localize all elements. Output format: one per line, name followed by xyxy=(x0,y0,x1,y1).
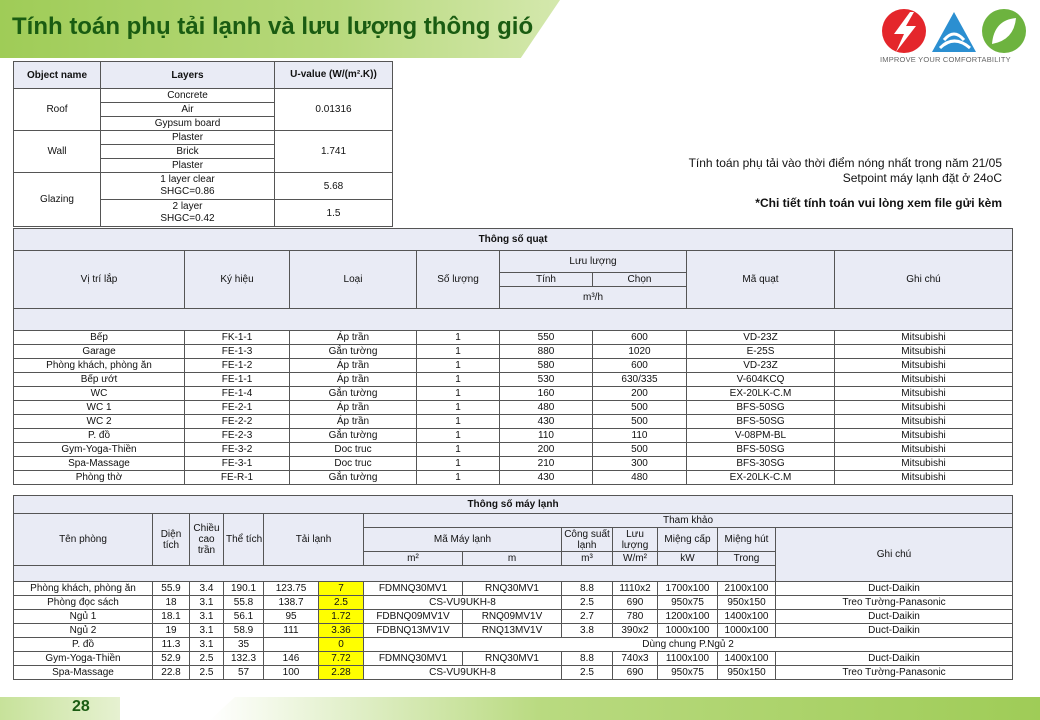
wall-name: Wall xyxy=(14,131,101,173)
fan-header-location: Vị trí lắp xyxy=(14,251,185,309)
fan-model: V-604KCQ xyxy=(687,373,835,387)
ac-flow: 690 xyxy=(613,666,658,680)
fan-model: BFS-30SG xyxy=(687,457,835,471)
ac-flow: 1110x2 xyxy=(613,582,658,596)
ac-power: 2.5 xyxy=(562,596,613,610)
ac-volume: 35 xyxy=(224,638,264,652)
fan-header-model: Mã quạt xyxy=(687,251,835,309)
ac-indoor-model: FDBNQ09MV1V xyxy=(364,610,463,624)
fan-symbol: FK-1-1 xyxy=(185,331,290,345)
fan-type: Doc truc xyxy=(290,457,417,471)
ac-load-kw: 0 xyxy=(319,638,364,652)
fan-flow-calc: 580 xyxy=(500,359,593,373)
fan-note: Mitsubishi xyxy=(835,415,1013,429)
table-row xyxy=(14,401,1013,415)
fan-model: EX-20LK-C.M xyxy=(687,471,835,485)
ac-unit-volume: m³ xyxy=(562,552,613,566)
fan-location: P. đồ xyxy=(14,429,185,443)
fan-table-title: Thông số quạt xyxy=(14,229,1013,251)
ac-note: Duct-Daikin xyxy=(776,652,1013,666)
fan-flow-calc: 210 xyxy=(500,457,593,471)
ac-volume: 57 xyxy=(224,666,264,680)
table-row xyxy=(14,331,1013,345)
fan-qty: 1 xyxy=(417,387,500,401)
fan-location: Bếp ướt xyxy=(14,373,185,387)
ac-load-kw: 3.36 xyxy=(319,624,364,638)
roof-layer: Gypsum board xyxy=(101,117,275,131)
ac-supply: 1100x100 xyxy=(658,652,718,666)
fan-symbol: FE-1-1 xyxy=(185,373,290,387)
ac-height: 3.1 xyxy=(190,610,224,624)
fan-location: WC 1 xyxy=(14,401,185,415)
fan-type: Gắn tường xyxy=(290,471,417,485)
ac-supply: 1200x100 xyxy=(658,610,718,624)
fan-type: Gắn tường xyxy=(290,387,417,401)
fan-symbol: FE-2-1 xyxy=(185,401,290,415)
fan-flow-calc: 530 xyxy=(500,373,593,387)
notes xyxy=(600,156,1002,211)
ac-return: 2100x100 xyxy=(718,582,776,596)
fan-location: Garage xyxy=(14,345,185,359)
roof-layer: Air xyxy=(101,103,275,117)
ac-room: Phòng đọc sách xyxy=(14,596,153,610)
ac-note: Duct-Daikin xyxy=(776,582,1013,596)
ac-room: Phòng khách, phòng ăn xyxy=(14,582,153,596)
table-row xyxy=(14,373,1013,387)
ac-return: 950x150 xyxy=(718,596,776,610)
roof-u-value: 0.01316 xyxy=(275,89,393,131)
fan-note: Mitsubishi xyxy=(835,457,1013,471)
ac-load-wm2: 123.75 xyxy=(264,582,319,596)
ac-header-room: Tên phòng xyxy=(14,514,153,566)
glazing-layer-2 xyxy=(101,200,275,227)
fan-model: BFS-50SG xyxy=(687,443,835,457)
fan-symbol: FE-2-2 xyxy=(185,415,290,429)
glazing-1-shgc: SHGC=0.86 xyxy=(160,186,215,197)
fan-flow-calc: 160 xyxy=(500,387,593,401)
header-u-value: U-value (W/(m².K)) xyxy=(275,62,393,89)
fan-note: Mitsubishi xyxy=(835,359,1013,373)
ac-table-title: Thông số máy lạnh xyxy=(14,496,1013,514)
ac-header-return: Miệng hút xyxy=(718,528,776,552)
fan-location: Gym-Yoga-Thiền xyxy=(14,443,185,457)
fan-header-note: Ghi chú xyxy=(835,251,1013,309)
glazing-1-desc: 1 layer clear xyxy=(160,174,215,185)
glazing-1-u-value: 5.68 xyxy=(275,173,393,200)
note-setpoint: Setpoint máy lạnh đặt ở 24oC xyxy=(842,171,1002,185)
ac-area: 18 xyxy=(153,596,190,610)
fan-model: BFS-50SG xyxy=(687,415,835,429)
table-row xyxy=(14,471,1013,485)
ac-note: Duct-Daikin xyxy=(776,610,1013,624)
fan-flow-calc: 430 xyxy=(500,471,593,485)
fan-header-unit: m³/h xyxy=(500,287,687,309)
fan-flow-chosen: 300 xyxy=(593,457,687,471)
fan-symbol: FE-R-1 xyxy=(185,471,290,485)
fan-type: Doc truc xyxy=(290,443,417,457)
table-row xyxy=(14,666,1013,680)
fan-note: Mitsubishi xyxy=(835,471,1013,485)
fan-qty: 1 xyxy=(417,471,500,485)
fan-qty: 1 xyxy=(417,415,500,429)
table-row xyxy=(14,652,1013,666)
fan-header-flow: Lưu lượng xyxy=(500,251,687,273)
ac-load-wm2: 146 xyxy=(264,652,319,666)
fan-model: V-08PM-BL xyxy=(687,429,835,443)
fan-location: WC xyxy=(14,387,185,401)
ac-supply: 1700x100 xyxy=(658,582,718,596)
ac-table xyxy=(13,495,1013,680)
fan-flow-calc: 880 xyxy=(500,345,593,359)
ac-power: 2.7 xyxy=(562,610,613,624)
ac-load-kw: 1.72 xyxy=(319,610,364,624)
table-row xyxy=(14,596,1013,610)
ac-room: P. đồ xyxy=(14,638,153,652)
fan-flow-chosen: 1020 xyxy=(593,345,687,359)
ac-header-power: Công suất lạnh xyxy=(562,528,613,552)
glazing-2-shgc: SHGC=0.42 xyxy=(160,213,215,224)
ac-area: 11.3 xyxy=(153,638,190,652)
ac-load-wm2: 100 xyxy=(264,666,319,680)
ac-supply: 950x75 xyxy=(658,596,718,610)
fan-note: Mitsubishi xyxy=(835,443,1013,457)
ac-supply: 950x75 xyxy=(658,666,718,680)
ac-volume: 132.3 xyxy=(224,652,264,666)
ac-return: 950x150 xyxy=(718,666,776,680)
footer-band xyxy=(0,697,1040,720)
ac-supply: 1000x100 xyxy=(658,624,718,638)
glazing-2-desc: 2 layer xyxy=(172,201,203,212)
ac-power: 8.8 xyxy=(562,582,613,596)
fan-flow-chosen: 480 xyxy=(593,471,687,485)
fan-location: Spa-Massage xyxy=(14,457,185,471)
roof-layer: Concrete xyxy=(101,89,275,103)
fan-model: E-25S xyxy=(687,345,835,359)
fan-symbol: FE-1-3 xyxy=(185,345,290,359)
ac-flow: 390x2 xyxy=(613,624,658,638)
fan-type: Áp trần xyxy=(290,373,417,387)
fan-note: Mitsubishi xyxy=(835,387,1013,401)
ac-header-load: Tải lạnh xyxy=(264,514,364,566)
ac-area: 18.1 xyxy=(153,610,190,624)
fan-qty: 1 xyxy=(417,457,500,471)
page-title: Tính toán phụ tải lạnh và lưu lượng thông gió xyxy=(12,13,534,40)
ac-indoor-model: FDBNQ13MV1V xyxy=(364,624,463,638)
fan-flow-chosen: 500 xyxy=(593,401,687,415)
fan-flow-calc: 550 xyxy=(500,331,593,345)
fan-spacer-row xyxy=(14,309,1013,331)
ac-header-reference: Tham khảo xyxy=(364,514,1013,528)
fan-note: Mitsubishi xyxy=(835,401,1013,415)
ac-load-kw: 7 xyxy=(319,582,364,596)
fan-table xyxy=(13,228,1013,485)
wall-layer: Plaster xyxy=(101,131,275,145)
fan-model: VD-23Z xyxy=(687,331,835,345)
glazing-2-u-value: 1.5 xyxy=(275,200,393,227)
ac-note: Duct-Daikin xyxy=(776,624,1013,638)
ac-load-kw: 2.5 xyxy=(319,596,364,610)
ac-height: 3.1 xyxy=(190,638,224,652)
ac-spacer-row xyxy=(14,566,1013,582)
ac-load-wm2: 138.7 xyxy=(264,596,319,610)
ac-unit-indoor: Trong xyxy=(718,552,776,566)
ac-note: Treo Tường-Panasonic xyxy=(776,666,1013,680)
fan-header-qty: Số lượng xyxy=(417,251,500,309)
fan-type: Áp trần xyxy=(290,415,417,429)
fan-flow-chosen: 200 xyxy=(593,387,687,401)
fan-note: Mitsubishi xyxy=(835,331,1013,345)
ac-volume: 56.1 xyxy=(224,610,264,624)
fan-symbol: FE-2-3 xyxy=(185,429,290,443)
fan-note: Mitsubishi xyxy=(835,429,1013,443)
table-row xyxy=(14,457,1013,471)
fan-model: EX-20LK-C.M xyxy=(687,387,835,401)
ac-power: 8.8 xyxy=(562,652,613,666)
fan-type: Gắn tường xyxy=(290,429,417,443)
table-row xyxy=(14,638,1013,652)
ac-height: 2.5 xyxy=(190,652,224,666)
fan-flow-chosen: 110 xyxy=(593,429,687,443)
ac-volume: 190.1 xyxy=(224,582,264,596)
fan-type: Áp trần xyxy=(290,401,417,415)
fan-qty: 1 xyxy=(417,429,500,443)
fan-type: Gắn tường xyxy=(290,345,417,359)
ac-power: 3.8 xyxy=(562,624,613,638)
ac-room: Gym-Yoga-Thiền xyxy=(14,652,153,666)
fan-flow-chosen: 630/335 xyxy=(593,373,687,387)
table-row xyxy=(14,415,1013,429)
fan-flow-calc: 110 xyxy=(500,429,593,443)
fan-symbol: FE-1-4 xyxy=(185,387,290,401)
ac-flow: 690 xyxy=(613,596,658,610)
fan-rows xyxy=(14,331,1013,485)
logo-tagline: IMPROVE YOUR COMFORTABILITY xyxy=(880,55,1011,64)
page-number: 28 xyxy=(72,698,90,715)
ac-unit-area: m² xyxy=(364,552,463,566)
ac-unit-load-kw: kW xyxy=(658,552,718,566)
fan-flow-chosen: 600 xyxy=(593,331,687,345)
fan-flow-chosen: 500 xyxy=(593,415,687,429)
ac-header-model: Mã Máy lạnh xyxy=(364,528,562,552)
ac-room: Ngủ 2 xyxy=(14,624,153,638)
table-row xyxy=(14,387,1013,401)
ac-header-height: Chiều cao trần xyxy=(190,514,224,566)
ac-shared-note: Dùng chung P.Ngủ 2 xyxy=(364,638,1013,652)
fan-location: Phòng thờ xyxy=(14,471,185,485)
fan-note: Mitsubishi xyxy=(835,373,1013,387)
table-row xyxy=(14,359,1013,373)
fan-symbol: FE-1-2 xyxy=(185,359,290,373)
fan-location: Phòng khách, phòng ăn xyxy=(14,359,185,373)
glazing-layer-1 xyxy=(101,173,275,200)
fan-header-symbol: Ký hiệu xyxy=(185,251,290,309)
table-row xyxy=(14,443,1013,457)
ac-room: Ngủ 1 xyxy=(14,610,153,624)
ac-flow: 740x3 xyxy=(613,652,658,666)
ac-model: CS-VU9UKH-8 xyxy=(364,666,562,680)
ac-load-kw: 7.72 xyxy=(319,652,364,666)
fan-flow-chosen: 500 xyxy=(593,443,687,457)
ac-height: 2.5 xyxy=(190,666,224,680)
fan-flow-calc: 430 xyxy=(500,415,593,429)
wall-layer: Brick xyxy=(101,145,275,159)
ac-unit-load-wm2: W/m² xyxy=(613,552,658,566)
ac-return: 1400x100 xyxy=(718,610,776,624)
ac-room: Spa-Massage xyxy=(14,666,153,680)
table-row xyxy=(14,610,1013,624)
table-row xyxy=(14,345,1013,359)
ac-indoor-model: FDMNQ30MV1 xyxy=(364,582,463,596)
ac-note: Treo Tường-Panasonic xyxy=(776,596,1013,610)
ac-indoor-model: FDMNQ30MV1 xyxy=(364,652,463,666)
ac-header-area: Diện tích xyxy=(153,514,190,566)
ac-rows xyxy=(14,582,1013,680)
header-object-name: Object name xyxy=(14,62,101,89)
ac-outdoor-model: RNQ09MV1V xyxy=(463,610,562,624)
uvalue-table xyxy=(13,61,393,227)
ac-load-wm2: 95 xyxy=(264,610,319,624)
ac-flow: 780 xyxy=(613,610,658,624)
roof-name: Roof xyxy=(14,89,101,131)
ac-power: 2.5 xyxy=(562,666,613,680)
header-layers: Layers xyxy=(101,62,275,89)
fan-header-calc: Tính xyxy=(500,273,593,287)
fan-model: BFS-50SG xyxy=(687,401,835,415)
table-row xyxy=(14,429,1013,443)
ac-area: 55.9 xyxy=(153,582,190,596)
ac-height: 3.1 xyxy=(190,596,224,610)
note-hottest-time: Tính toán phụ tải vào thời điểm nóng nhất trong năm 21/05 xyxy=(688,156,1002,170)
fan-header-type: Loại xyxy=(290,251,417,309)
ac-height: 3.1 xyxy=(190,624,224,638)
fan-model: VD-23Z xyxy=(687,359,835,373)
ac-return: 1400x100 xyxy=(718,652,776,666)
ac-header-note: Ghi chú xyxy=(776,528,1013,582)
fan-location: Bếp xyxy=(14,331,185,345)
fan-type: Áp trần xyxy=(290,359,417,373)
ac-volume: 58.9 xyxy=(224,624,264,638)
fan-qty: 1 xyxy=(417,443,500,457)
ac-area: 22.8 xyxy=(153,666,190,680)
ac-load-wm2 xyxy=(264,638,319,652)
fan-header-chosen: Chọn xyxy=(593,273,687,287)
ac-outdoor-model: RNQ30MV1 xyxy=(463,582,562,596)
ac-load-kw: 2.28 xyxy=(319,666,364,680)
glazing-name: Glazing xyxy=(14,173,101,227)
fan-qty: 1 xyxy=(417,359,500,373)
fan-note: Mitsubishi xyxy=(835,345,1013,359)
ac-model: CS-VU9UKH-8 xyxy=(364,596,562,610)
table-row xyxy=(14,624,1013,638)
ac-header-flow: Lưu lượng xyxy=(613,528,658,552)
ac-height: 3.4 xyxy=(190,582,224,596)
fan-flow-calc: 200 xyxy=(500,443,593,457)
fan-qty: 1 xyxy=(417,373,500,387)
ac-area: 19 xyxy=(153,624,190,638)
ac-area: 52.9 xyxy=(153,652,190,666)
ac-return: 1000x100 xyxy=(718,624,776,638)
fan-qty: 1 xyxy=(417,401,500,415)
fan-symbol: FE-3-2 xyxy=(185,443,290,457)
fan-location: WC 2 xyxy=(14,415,185,429)
ac-header-volume: Thể tích xyxy=(224,514,264,566)
wall-layer: Plaster xyxy=(101,159,275,173)
fan-flow-chosen: 600 xyxy=(593,359,687,373)
ac-outdoor-model: RNQ13MV1V xyxy=(463,624,562,638)
ac-load-wm2: 111 xyxy=(264,624,319,638)
ac-volume: 55.8 xyxy=(224,596,264,610)
fan-flow-calc: 480 xyxy=(500,401,593,415)
fan-qty: 1 xyxy=(417,345,500,359)
note-details: *Chi tiết tính toán vui lòng xem file gửi kèm xyxy=(755,196,1002,210)
fan-symbol: FE-3-1 xyxy=(185,457,290,471)
ac-header-supply: Miệng cấp xyxy=(658,528,718,552)
fan-qty: 1 xyxy=(417,331,500,345)
ac-outdoor-model: RNQ30MV1 xyxy=(463,652,562,666)
table-row xyxy=(14,582,1013,596)
wall-u-value: 1.741 xyxy=(275,131,393,173)
fan-type: Áp trần xyxy=(290,331,417,345)
ac-unit-height: m xyxy=(463,552,562,566)
